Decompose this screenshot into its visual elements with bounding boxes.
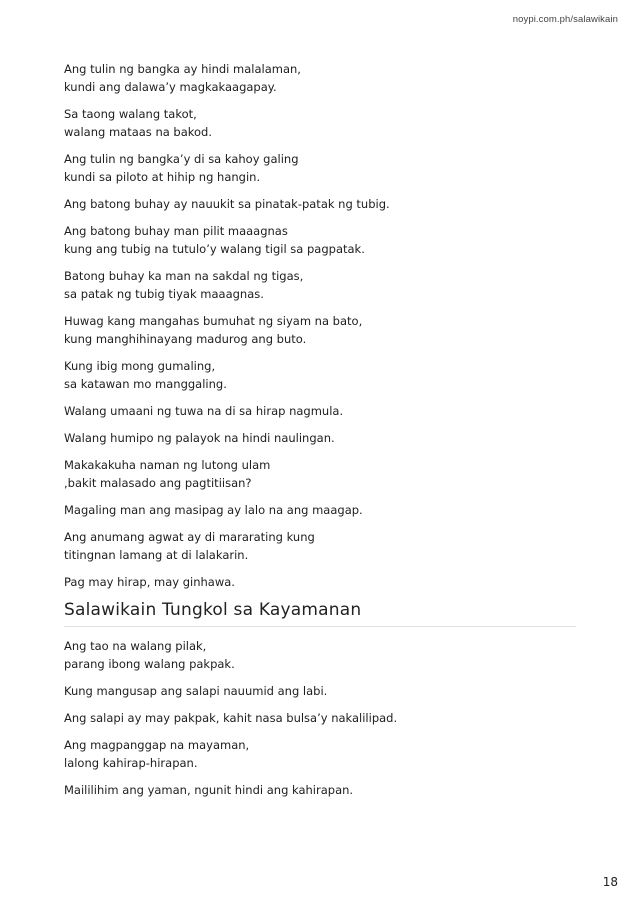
- proverb-paragraph: [64, 528, 576, 564]
- proverb-line: walang mataas na bakod.: [64, 125, 213, 139]
- proverb-paragraph: [64, 501, 576, 519]
- proverb-line: Magaling man ang masipag ay lalo na ang maagap.: [64, 503, 363, 517]
- proverb-line: kung ang tubig na tutulo’y walang tigil sa pagpatak.: [64, 242, 365, 256]
- proverb-line: Kung ibig mong gumaling,: [64, 359, 216, 373]
- proverb-paragraph: [64, 429, 576, 447]
- proverb-line: Ang anumang agwat ay di mararating kung: [64, 530, 315, 544]
- proverb-line: Ang salapi ay may pakpak, kahit nasa bulsa’y nakalilipad.: [64, 711, 398, 725]
- proverb-line: Ang batong buhay ay nauukit sa pinatak-patak ng tubig.: [64, 197, 390, 211]
- proverb-line: kundi sa piloto at hihip ng hangin.: [64, 170, 261, 184]
- proverb-paragraph: [64, 312, 576, 348]
- proverb-line: Walang umaani ng tuwa na di sa hirap nagmula.: [64, 404, 344, 418]
- proverb-line: sa patak ng tubig tiyak maaagnas.: [64, 287, 264, 301]
- proverb-line: kundi ang dalawa’y magkakaagapay.: [64, 80, 277, 94]
- proverb-paragraph: [64, 573, 576, 591]
- wealth-proverbs-section: [64, 637, 576, 799]
- proverb-paragraph: [64, 357, 576, 393]
- proverb-paragraph: [64, 709, 576, 727]
- proverb-line: Walang humipo ng palayok na hindi naulingan.: [64, 431, 335, 445]
- proverb-paragraph: [64, 682, 576, 700]
- proverbs-section: [64, 60, 576, 591]
- proverb-line: sa katawan mo manggaling.: [64, 377, 227, 391]
- proverb-paragraph: [64, 402, 576, 420]
- proverb-line: lalong kahirap-hirapan.: [64, 756, 198, 770]
- proverb-paragraph: [64, 267, 576, 303]
- proverb-line: Makakakuha naman ng lutong ulam: [64, 458, 271, 472]
- page-number: 18: [602, 875, 618, 889]
- proverb-paragraph: [64, 150, 576, 186]
- proverb-line: Ang tulin ng bangka’y di sa kahoy galing: [64, 152, 299, 166]
- proverb-paragraph: [64, 456, 576, 492]
- source-url: noypi.com.ph/salawikain: [512, 14, 618, 25]
- proverb-line: Ang magpanggap na mayaman,: [64, 738, 250, 752]
- proverb-line: kung manghihinayang madurog ang buto.: [64, 332, 307, 346]
- proverb-line: Ang batong buhay man pilit maaagnas: [64, 224, 288, 238]
- proverb-line: Sa taong walang takot,: [64, 107, 197, 121]
- proverb-line: titingnan lamang at di lalakarin.: [64, 548, 249, 562]
- proverb-paragraph: [64, 736, 576, 772]
- proverb-line: Batong buhay ka man na sakdal ng tigas,: [64, 269, 304, 283]
- proverb-paragraph: [64, 781, 576, 799]
- proverb-paragraph: [64, 195, 576, 213]
- proverb-line: Ang tulin ng bangka ay hindi malalaman,: [64, 62, 301, 76]
- page-content: [64, 60, 576, 808]
- proverb-line: parang ibong walang pakpak.: [64, 657, 235, 671]
- proverb-paragraph: [64, 222, 576, 258]
- proverb-line: ,bakit malasado ang pagtitiisan?: [64, 476, 252, 490]
- proverb-line: Huwag kang mangahas bumuhat ng siyam na bato,: [64, 314, 363, 328]
- proverb-paragraph: [64, 60, 576, 96]
- section-heading: Salawikain Tungkol sa Kayamanan: [64, 600, 576, 627]
- proverb-paragraph: [64, 637, 576, 673]
- proverb-line: Maililihim ang yaman, ngunit hindi ang kahirapan.: [64, 783, 354, 797]
- proverb-line: Kung mangusap ang salapi nauumid ang labi.: [64, 684, 328, 698]
- proverb-line: Ang tao na walang pilak,: [64, 639, 207, 653]
- proverb-line: Pag may hirap, may ginhawa.: [64, 575, 235, 589]
- proverb-paragraph: [64, 105, 576, 141]
